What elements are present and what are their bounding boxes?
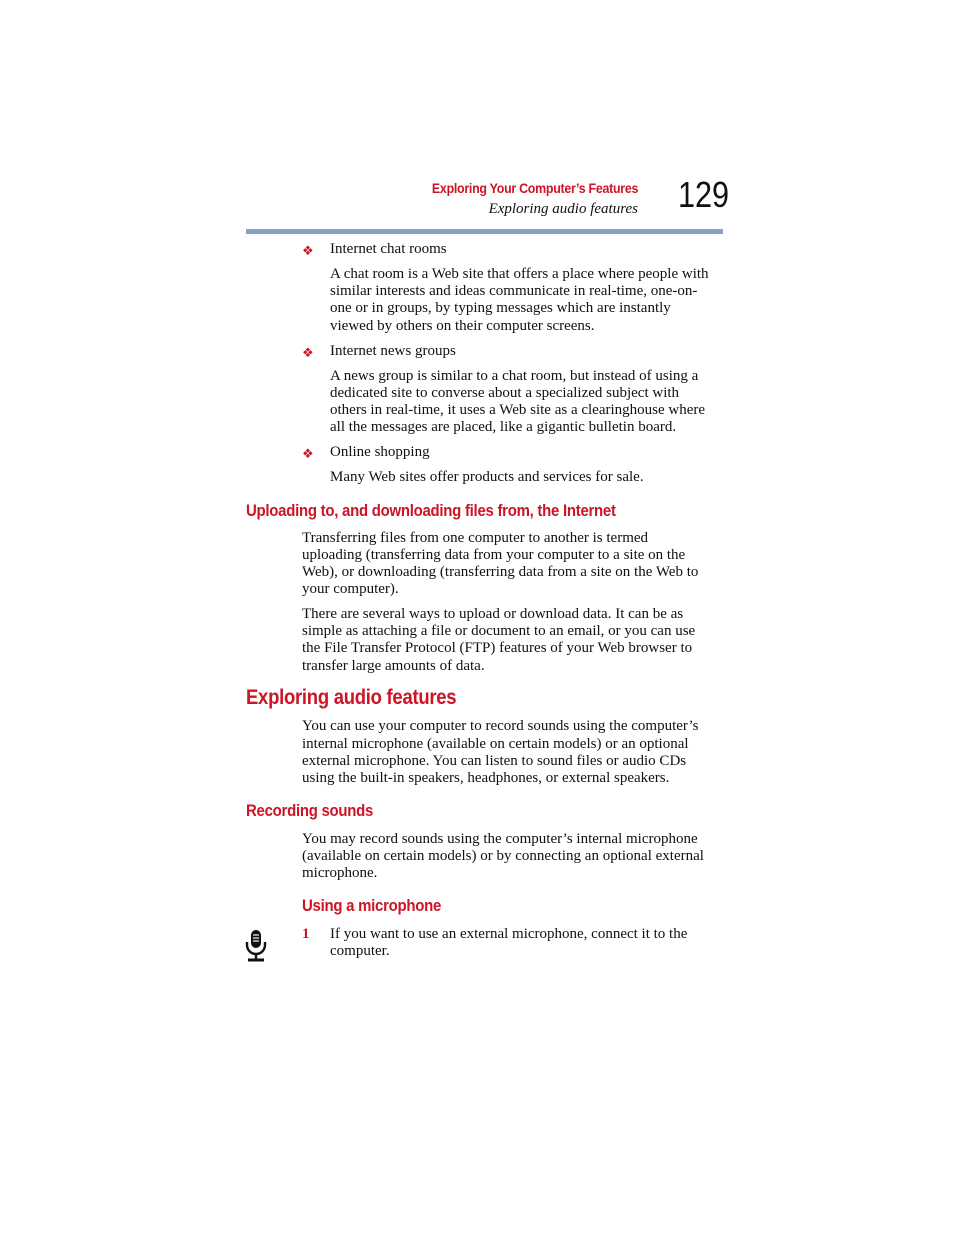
- bullet-diamond-icon: ❖: [302, 446, 314, 461]
- paragraph-line: There are several ways to upload or download data. It can be as: [302, 606, 684, 622]
- page-number: 129: [678, 174, 730, 215]
- bullet-line: Many Web sites offer products and services for sale.: [330, 469, 644, 485]
- subsection-heading-microphone: Using a microphone: [302, 896, 442, 915]
- section-heading-recording: Recording sounds: [246, 801, 374, 820]
- paragraph-line: using the built-in speakers, headphones, or external speakers.: [302, 770, 670, 786]
- paragraph-line: You may record sounds using the computer’s internal microphone: [302, 831, 698, 847]
- microphone-icon: [244, 929, 268, 963]
- paragraph-line: uploading (transferring data from your computer to a site on the: [302, 547, 686, 563]
- paragraph-line: external microphone. You can listen to sound files or audio CDs: [302, 753, 687, 769]
- paragraph-line: simple as attaching a file or document to an email, or you can use: [302, 623, 696, 639]
- bullet-line: others in real-time, it uses a Web site as a clearinghouse where: [330, 402, 706, 418]
- bullet-line: A chat room is a Web site that offers a place where people with: [330, 266, 709, 282]
- paragraph-line: internal microphone (available on certain models) or an optional: [302, 736, 689, 752]
- paragraph-line: Web), or downloading (transferring data from a site on the Web to: [302, 564, 699, 580]
- bullet-title: Internet chat rooms: [330, 241, 447, 257]
- paragraph-line: microphone.: [302, 865, 378, 881]
- bullet-diamond-icon: ❖: [302, 243, 314, 258]
- paragraph-line: your computer).: [302, 581, 399, 597]
- paragraph-line: the File Transfer Protocol (FTP) features of your Web browser to: [302, 640, 693, 656]
- bullet-line: dedicated site to converse about a specialized subject with: [330, 385, 680, 401]
- paragraph-line: You can use your computer to record sounds using the computer’s: [302, 718, 699, 734]
- bullet-title: Online shopping: [330, 444, 430, 460]
- header-rule: [246, 229, 723, 234]
- running-header-chapter: Exploring Your Computer’s Features: [431, 181, 638, 196]
- step-number: 1: [302, 926, 310, 942]
- bullet-line: all the messages are placed, like a gigantic bulletin board.: [330, 419, 677, 435]
- running-header-section: Exploring audio features: [488, 201, 638, 217]
- step-line: If you want to use an external microphone, connect it to the: [330, 926, 688, 942]
- paragraph-line: transfer large amounts of data.: [302, 658, 485, 674]
- bullet-line: one or in groups, by typing messages which are instantly: [330, 300, 671, 316]
- step-line: computer.: [330, 943, 390, 959]
- bullet-line: similar interests and ideas communicate in real-time, one-on-: [330, 283, 698, 299]
- section-heading-uploading: Uploading to, and downloading files from, the Internet: [246, 501, 616, 520]
- bullet-line: A news group is similar to a chat room, but instead of using a: [330, 368, 699, 384]
- paragraph-line: (available on certain models) or by connecting an optional external: [302, 848, 704, 864]
- bullet-title: Internet news groups: [330, 343, 456, 359]
- bullet-line: viewed by others on their computer screens.: [330, 318, 595, 334]
- section-heading-audio: Exploring audio features: [246, 686, 457, 709]
- paragraph-line: Transferring files from one computer to another is termed: [302, 530, 649, 546]
- bullet-diamond-icon: ❖: [302, 345, 314, 360]
